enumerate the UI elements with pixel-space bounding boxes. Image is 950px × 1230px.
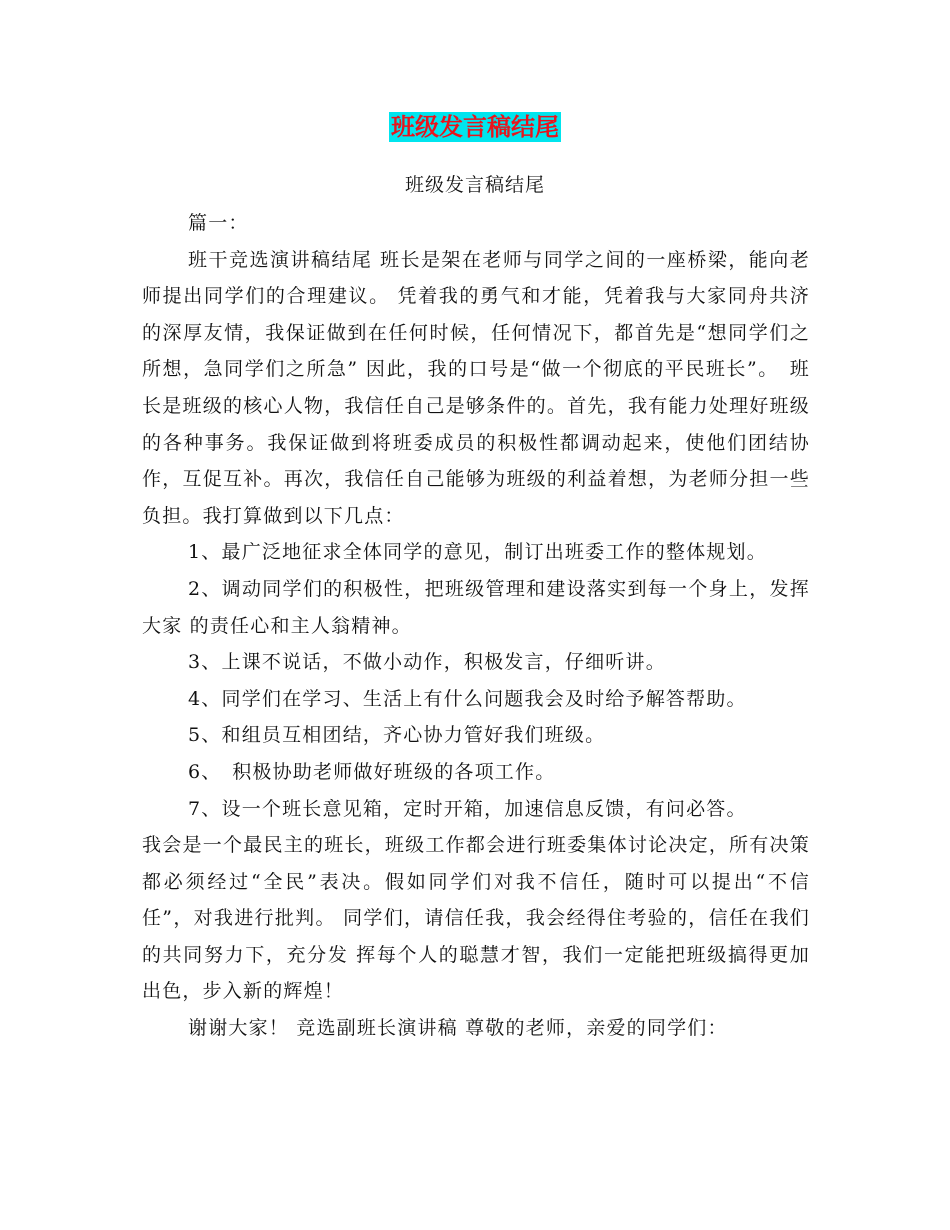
document-subtitle: 班级发言稿结尾 [404,174,545,196]
paragraph-conclusion: 我会是一个最民主的班长，班级工作都会进行班委集体讨论决定，所有决策 都必须经过“全民”表决。假如同学们对我不信任，随时可以提出“不信任”，对我进行批判。 同学们，请信任我，我会经得住考验的，信任在我们的共同努力下，充分发 挥每个人的聪慧才智，我们一定能把班级搞得更加出色，步入新的辉煌！ [142,834,810,1003]
paragraph-part-label: 篇一： [188,212,249,234]
list-item-4: 4、同学们在学习、生活上有什么问题我会及时给予解答帮助。 [188,687,747,710]
document-body [142,205,810,1047]
list-item-2: 2、调动同学们的积极性，把班级管理和建设落实到每一个身上，发挥大家 的责任心和主人翁精神。 [142,577,810,637]
list-item-7: 7、设一个班长意见箱，定时开箱，加速信息反馈，有问必答。 [188,797,747,820]
list-item-6: 6、 积极协助老师做好班级的各项工作。 [188,760,556,783]
title-container [0,112,950,142]
paragraph-closing: 谢谢大家！ 竞选副班长演讲稿 尊敬的老师，亲爱的同学们： [188,1017,728,1040]
list-item-3: 3、上课不说话，不做小动作，积极发言，仔细听讲。 [188,651,666,674]
list-item-5: 5、和组员互相团结，齐心协力管好我们班级。 [188,724,606,747]
paragraph-main: 班干竞选演讲稿结尾 班长是架在老师与同学之间的一座桥梁，能向老师提出同学们的合理建议。 凭着我的勇气和才能，凭着我与大家同舟共济的深厚友情，我保证做到在任何时候，任何情况下，都首先是“想同学们之所想，急同学们之所急” 因此，我的口号是“做一个彻底的平民班长”。 班长是班级的核心人物，我信任自己是够条件的。首先，我有能力处理好班级的各种事务。我保证做到将班委成员的积极性都调动起来，使他们团结协作，互促互补。再次，我信任自己能够为班级的利益着想，为老师分担一些负担。我打算做到以下几点： [142,248,810,527]
list-item-1: 1、最广泛地征求全体同学的意见，制订出班委工作的整体规划。 [188,541,767,564]
document-title: 班级发言稿结尾 [391,113,559,141]
